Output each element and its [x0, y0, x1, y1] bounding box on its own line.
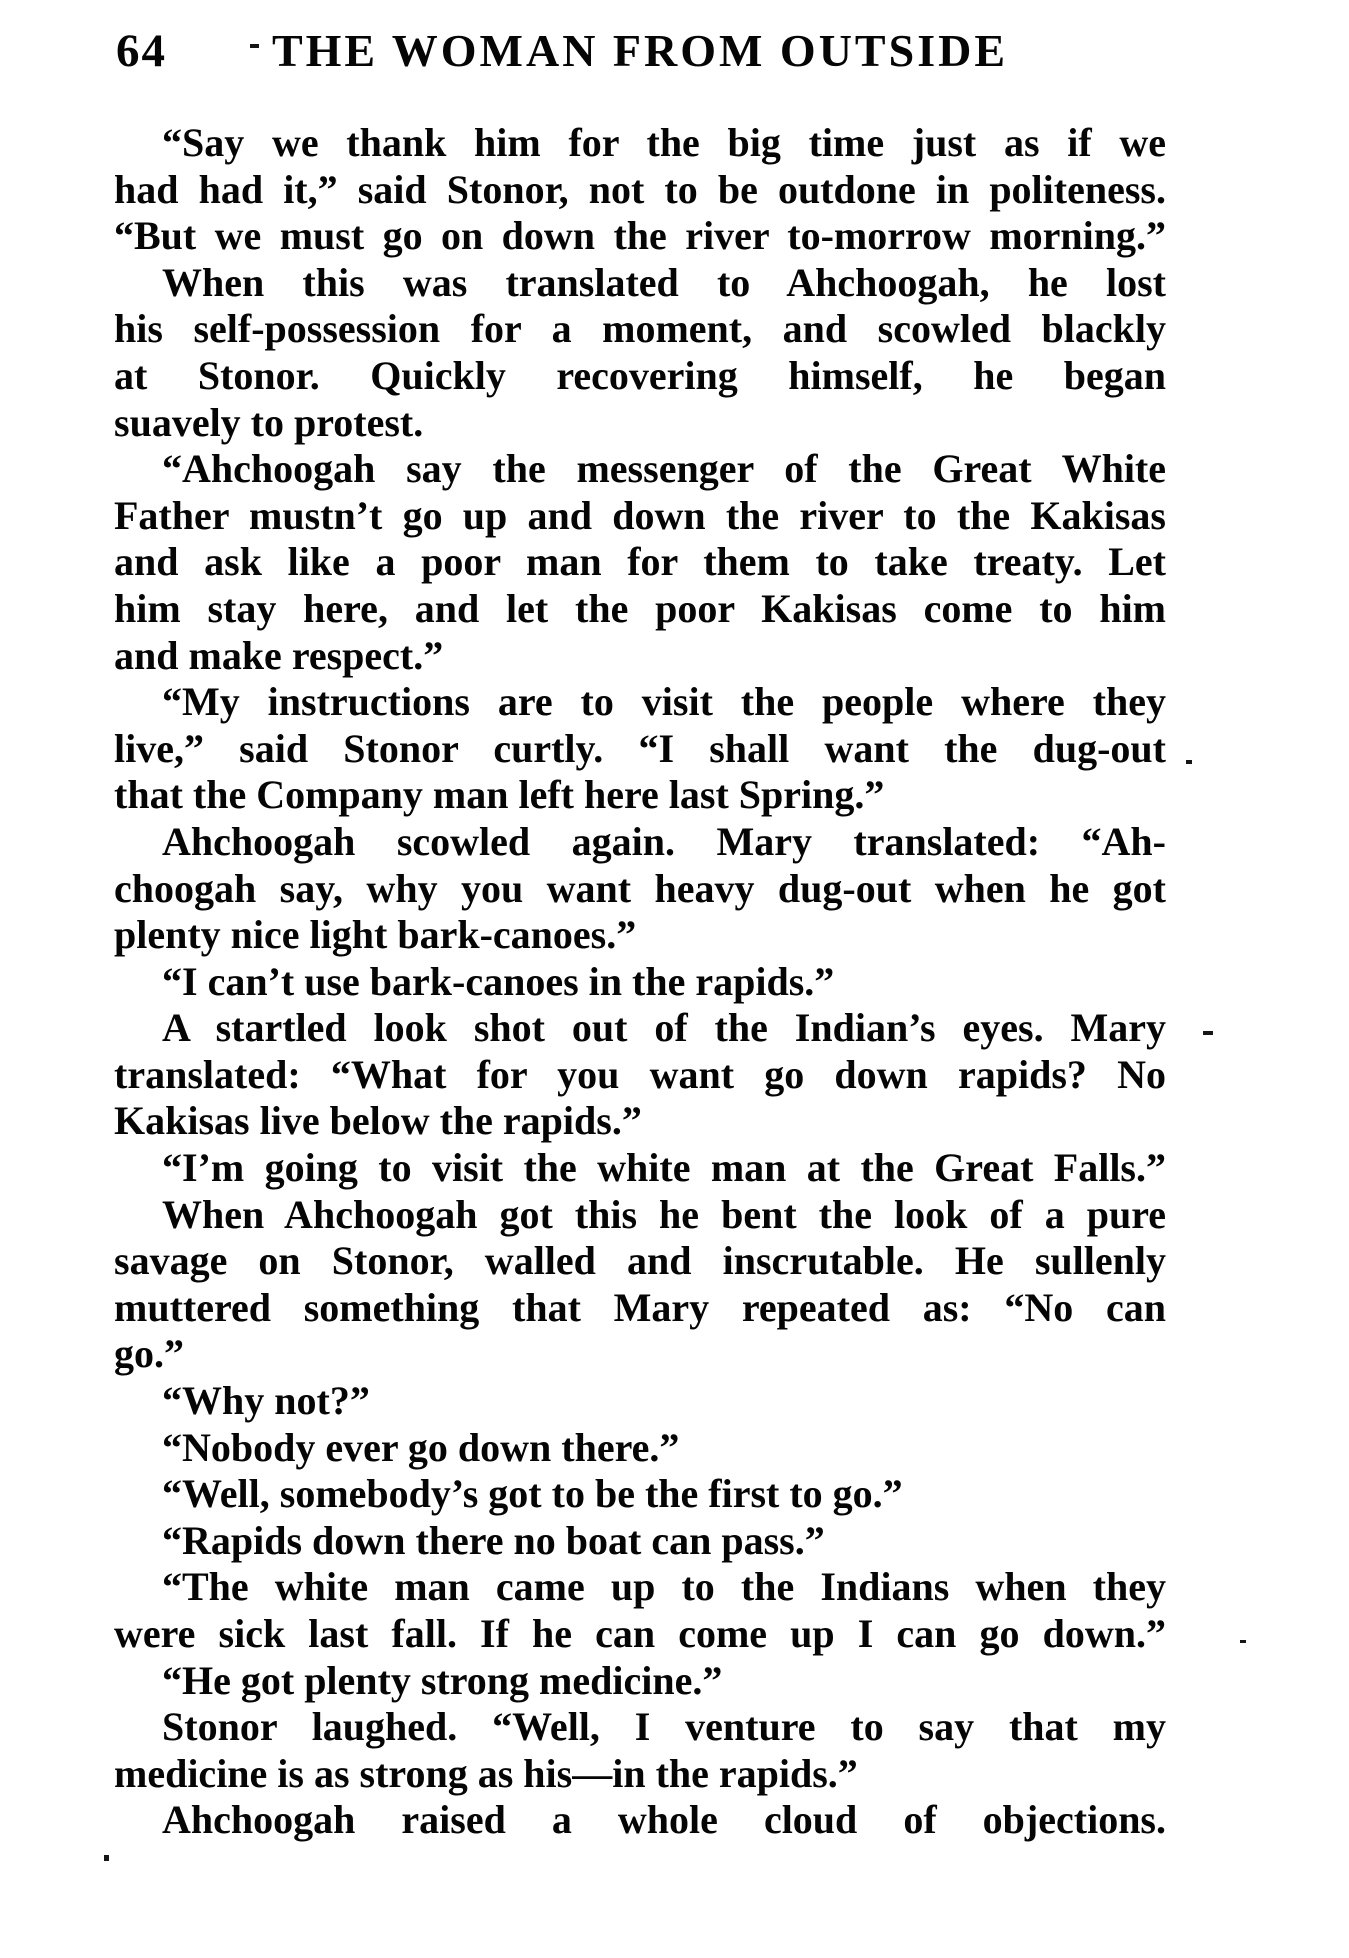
paragraph [114, 1564, 1166, 1657]
text-line: “But we must go on down the river to-morrow morning.” [114, 213, 1166, 259]
paragraph [114, 959, 1166, 1006]
text-line: “Say we thank him for the big time just as if we [162, 120, 1166, 165]
scan-speck [1186, 760, 1192, 764]
paragraph [114, 819, 1166, 959]
text-line: choogah say, why you want heavy dug-out when he got [114, 865, 1166, 911]
text-line: Ahchoogah scowled again. Mary translated: “Ah- [162, 818, 1166, 864]
text-line: and make respect.” [114, 632, 444, 678]
paragraph [114, 1658, 1166, 1705]
page-number: 64 [116, 25, 167, 77]
text-line: at Stonor. Quickly recovering himself, he began [114, 352, 1166, 398]
scan-speck [1203, 1031, 1213, 1035]
text-line: Kakisas live below the rapids.” [114, 1098, 642, 1144]
text-line: were sick last fall. If he can come up I can go down.” [114, 1611, 1166, 1656]
text-line: When Ahchoogah got this he bent the look of a pure [162, 1191, 1166, 1237]
scan-speck [104, 1855, 109, 1861]
paragraph [114, 1797, 1166, 1844]
text-line: “I’m going to visit the white man at the Great Falls.” [162, 1145, 1166, 1191]
text-line: Ahchoogah raised a whole cloud of objections. [162, 1797, 1166, 1843]
text-line: A startled look shot out of the Indian’s eyes. Mary [162, 1005, 1166, 1051]
paragraph [114, 1145, 1166, 1192]
paragraph [114, 679, 1166, 819]
text-line: muttered something that Mary repeated as: “No can [114, 1284, 1166, 1330]
text-line: translated: “What for you want go down rapids? No [114, 1051, 1166, 1097]
text-body [114, 120, 1166, 1844]
text-line: and ask like a poor man for them to take treaty. Let [114, 539, 1166, 585]
paragraph [114, 446, 1166, 679]
text-line: “Why not?” [162, 1378, 370, 1424]
text-line: go.” [114, 1331, 184, 1377]
text-line: had had it,” said Stonor, not to be outdone in politeness. [114, 166, 1166, 212]
text-line: “Nobody ever go down there.” [162, 1424, 680, 1470]
text-line: “My instructions are to visit the people where they [162, 679, 1166, 725]
text-line: suavely to protest. [114, 399, 424, 445]
paragraph [114, 1378, 1166, 1425]
text-line: “Rapids down there no boat can pass.” [162, 1517, 825, 1563]
paragraph [114, 1425, 1166, 1472]
text-line: medicine is as strong as his—in the rapids.” [114, 1750, 858, 1796]
text-line: Father mustn’t go up and down the river to the Kakisas [114, 492, 1166, 538]
scan-speck [1240, 1640, 1246, 1643]
text-line: “He got plenty strong medicine.” [162, 1657, 723, 1703]
paragraph [114, 1704, 1166, 1797]
text-line: live,” said Stonor curtly. “I shall want the dug-out [114, 725, 1166, 771]
paragraph [114, 1518, 1166, 1565]
text-line: his self-possession for a moment, and scowled blackly [114, 306, 1166, 352]
text-line: savage on Stonor, walled and inscrutable. He sullenly [114, 1238, 1166, 1284]
page-content [114, 27, 1166, 1844]
text-line: plenty nice light bark-canoes.” [114, 912, 637, 958]
text-line: When this was translated to Ahchoogah, he lost [162, 259, 1166, 305]
text-line: “The white man came up to the Indians when they [162, 1564, 1166, 1610]
paragraph [114, 1192, 1166, 1378]
text-line: “I can’t use bark-canoes in the rapids.” [162, 958, 835, 1004]
text-line: Stonor laughed. “Well, I venture to say that my [162, 1704, 1166, 1750]
paragraph [114, 1471, 1166, 1518]
text-line: “Well, somebody’s got to be the first to go.” [162, 1471, 903, 1517]
paragraph [114, 120, 1166, 260]
page-header [114, 27, 1166, 75]
text-line: that the Company man left here last Spring.” [114, 772, 885, 818]
paragraph [114, 260, 1166, 446]
paragraph [114, 1005, 1166, 1145]
scan-speck [250, 44, 259, 48]
text-line: “Ahchoogah say the messenger of the Great White [162, 446, 1166, 492]
text-line: him stay here, and let the poor Kakisas come to him [114, 585, 1166, 631]
running-title: THE WOMAN FROM OUTSIDE [271, 25, 1009, 76]
